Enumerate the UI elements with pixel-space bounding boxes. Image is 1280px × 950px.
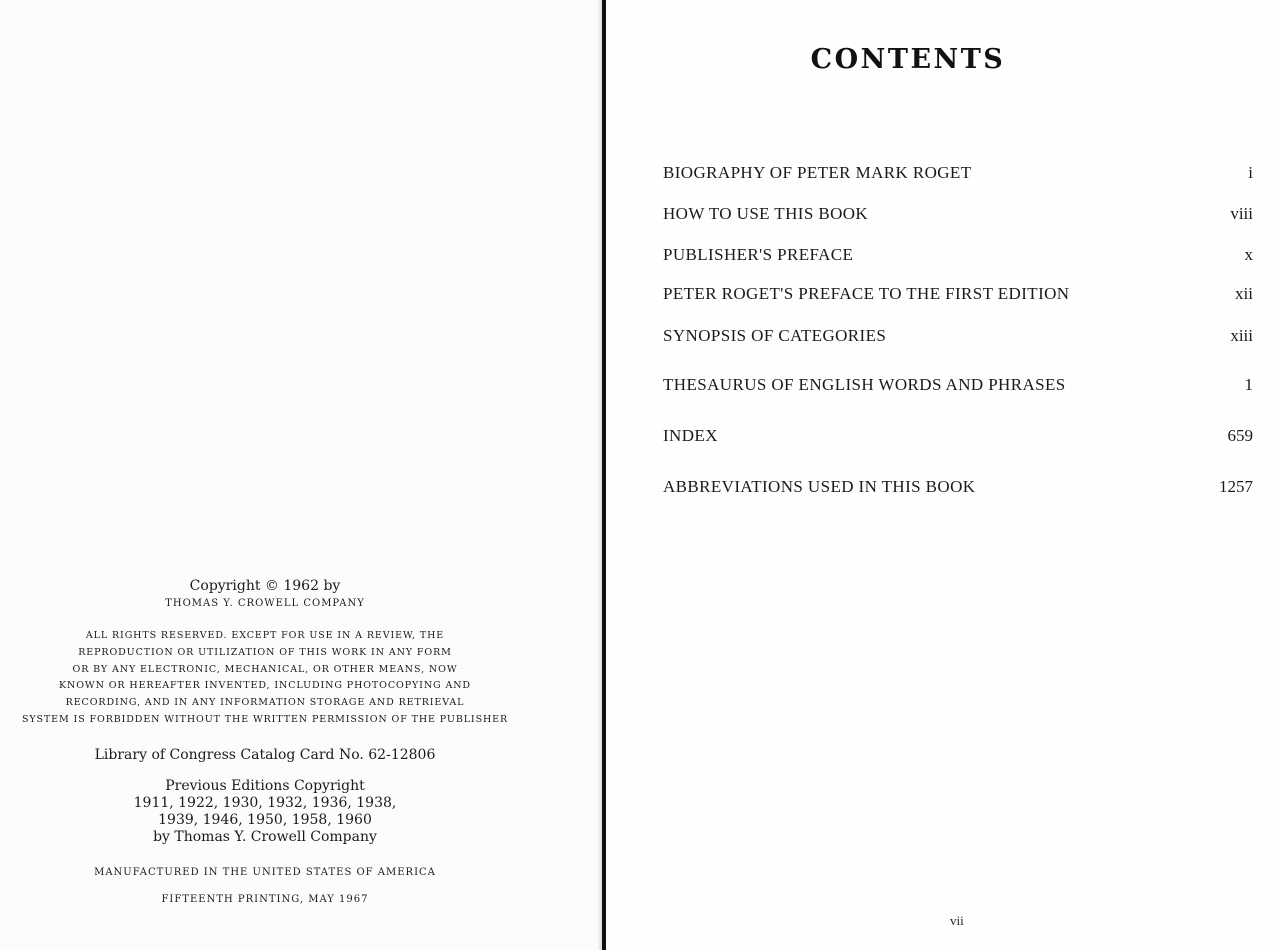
right-page bbox=[606, 0, 1280, 950]
previous-editions-line: by Thomas Y. Crowell Company bbox=[153, 828, 377, 845]
toc-entry-page: xiii bbox=[1230, 326, 1253, 345]
publisher-name: THOMAS Y. CROWELL COMPANY bbox=[165, 598, 365, 609]
toc-entry bbox=[663, 326, 1253, 350]
toc-entry-page: 1257 bbox=[1219, 477, 1253, 496]
contents-title: CONTENTS bbox=[810, 44, 1006, 75]
toc-entry-page: xii bbox=[1235, 284, 1253, 303]
toc-entry-label: SYNOPSIS OF CATEGORIES bbox=[663, 326, 887, 345]
toc-entry bbox=[663, 477, 1253, 501]
previous-editions-line: 1911, 1922, 1930, 1932, 1936, 1938, bbox=[133, 794, 397, 811]
toc-entry bbox=[663, 426, 1253, 450]
previous-editions-line: Previous Editions Copyright bbox=[165, 777, 365, 794]
toc-entry-label: ABBREVIATIONS USED IN THIS BOOK bbox=[663, 477, 976, 496]
rights-line: RECORDING, AND IN ANY INFORMATION STORAGE AND RETRIEVAL bbox=[65, 697, 465, 709]
previous-editions bbox=[0, 778, 530, 846]
toc-entry bbox=[663, 245, 1253, 269]
toc-entry-page: 659 bbox=[1227, 426, 1253, 445]
copyright-line: Copyright © 1962 by bbox=[189, 578, 341, 594]
toc-entry-page: x bbox=[1244, 245, 1253, 264]
catalog-card-number: Library of Congress Catalog Card No. 62-12806 bbox=[94, 746, 436, 763]
toc-entry bbox=[663, 204, 1253, 228]
toc-entry-label: BIOGRAPHY OF PETER MARK ROGET bbox=[663, 163, 972, 182]
rights-line: SYSTEM IS FORBIDDEN WITHOUT THE WRITTEN PERMISSION OF THE PUBLISHER bbox=[21, 713, 509, 725]
rights-line: KNOWN OR HEREAFTER INVENTED, INCLUDING PHOTOCOPYING AND bbox=[59, 680, 471, 692]
toc-entry-page: viii bbox=[1230, 204, 1253, 223]
rights-line: REPRODUCTION OR UTILIZATION OF THIS WORK IN ANY FORM bbox=[78, 646, 452, 658]
toc-entry-label: PETER ROGET'S PREFACE TO THE FIRST EDITION bbox=[663, 284, 1070, 303]
toc-entry-label: HOW TO USE THIS BOOK bbox=[663, 204, 869, 223]
rights-notice bbox=[0, 628, 530, 729]
printing-notice: FIFTEENTH PRINTING, MAY 1967 bbox=[161, 893, 369, 905]
copyright-block bbox=[0, 578, 530, 908]
toc-entry-label: INDEX bbox=[663, 426, 718, 445]
rights-line: OR BY ANY ELECTRONIC, MECHANICAL, OR OTHER MEANS, NOW bbox=[72, 663, 458, 675]
manufactured-notice: MANUFACTURED IN THE UNITED STATES OF AMERICA bbox=[94, 866, 436, 878]
toc-entry bbox=[663, 375, 1253, 399]
toc-entry-page: 1 bbox=[1244, 375, 1253, 394]
toc-entry-label: PUBLISHER'S PREFACE bbox=[663, 245, 854, 264]
toc-entry bbox=[663, 163, 1253, 187]
rights-line: ALL RIGHTS RESERVED. EXCEPT FOR USE IN A REVIEW, THE bbox=[85, 630, 445, 641]
previous-editions-line: 1939, 1946, 1950, 1958, 1960 bbox=[158, 811, 372, 828]
toc-entry-page: i bbox=[1248, 163, 1253, 182]
page-folio: vii bbox=[950, 913, 964, 928]
toc-entry-label: THESAURUS OF ENGLISH WORDS AND PHRASES bbox=[663, 375, 1066, 394]
toc-entry bbox=[663, 284, 1253, 308]
